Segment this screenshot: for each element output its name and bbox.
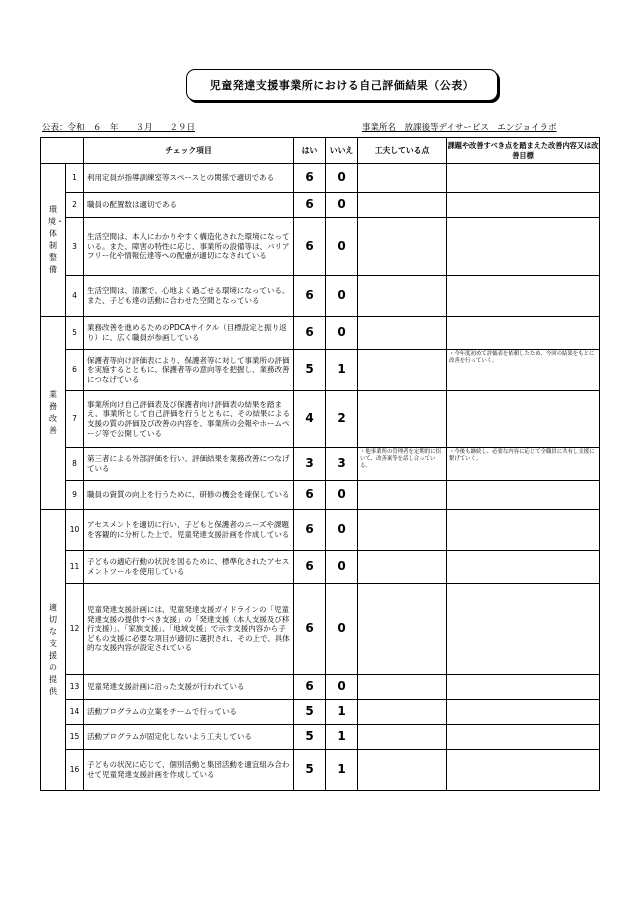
row-number: 7 [66,391,84,448]
effort-note [358,218,447,276]
check-item-text: 利用定員が指導訓練室等スペースとの関係で適切である [84,164,294,193]
no-count: 0 [326,317,358,350]
yes-count: 6 [294,218,326,276]
row-number: 14 [66,700,84,725]
row-number: 6 [66,350,84,391]
no-count: 1 [326,700,358,725]
evaluation-table [40,137,600,791]
category-label [41,164,66,317]
effort-note [358,276,447,317]
table-row [41,675,600,700]
check-item-text: 事業所向け自己評価表及び保護者向け評価表の結果を踏まえ、事業所として自己評価を行うとともに、その結果による支援の質の評価及び改善の内容を、事業所の会報やホームページ等で公開している [84,391,294,448]
effort-note [358,725,447,750]
effort-note: ・他事業所の管理者を定期的に招いて、改善案等を話し合っている。 [358,448,447,481]
header-improve: 課題や改善すべき点を踏まえた改善内容又は改善目標 [447,138,600,164]
table-row [41,481,600,510]
table-row [41,317,600,350]
no-count: 1 [326,350,358,391]
table-row [41,510,600,551]
header-effort: 工夫している点 [358,138,447,164]
yes-count: 6 [294,510,326,551]
no-count: 0 [326,193,358,218]
effort-note [358,391,447,448]
no-count: 0 [326,276,358,317]
yes-count: 6 [294,481,326,510]
improve-note: ・今年度初めて評価表を依頼したため、今回の結果をもとに改善を行っていく。 [447,350,600,391]
no-count: 0 [326,164,358,193]
no-count: 3 [326,448,358,481]
yes-count: 6 [294,193,326,218]
yes-count: 6 [294,675,326,700]
check-item-text: 子どもの状況に応じて、個別活動と集団活動を適宜組み合わせて児童発達支援計画を作成している [84,750,294,791]
check-item-text: 生活空間は、清潔で、心地よく過ごせる環境になっている。また、子ども達の活動に合わせた空間となっている [84,276,294,317]
effort-note [358,750,447,791]
table-row [41,350,600,391]
improve-note [447,317,600,350]
yes-count: 6 [294,317,326,350]
check-item-text: アセスメントを適切に行い、子どもと保護者のニーズや課題を客観的に分析した上で、児童発達支援計画を作成している [84,510,294,551]
effort-note [358,584,447,675]
improve-note [447,675,600,700]
no-count: 0 [326,481,358,510]
row-number: 1 [66,164,84,193]
effort-note [358,675,447,700]
table-row [41,276,600,317]
row-number: 8 [66,448,84,481]
yes-count: 6 [294,584,326,675]
row-number: 10 [66,510,84,551]
row-number: 3 [66,218,84,276]
improve-note [447,510,600,551]
table-row [41,584,600,675]
improve-note [447,276,600,317]
table-row [41,193,600,218]
no-count: 1 [326,725,358,750]
check-item-text: 活動プログラムが固定化しないよう工夫している [84,725,294,750]
row-number: 2 [66,193,84,218]
row-number: 5 [66,317,84,350]
no-count: 0 [326,218,358,276]
table-row [41,391,600,448]
improve-note [447,700,600,725]
table-row [41,750,600,791]
check-item-text: 児童発達支援計画には、児童発達支援ガイドラインの「児童発達支援の提供すべき支援」の「発達支援（本人支援及び移行支援）」、「家族支援」、「地域支援」で示す支援内容から子どもの支援に必要な項目が適切に選択され、その上で、具体的な支援内容が設定されている [84,584,294,675]
table-row [41,448,600,481]
row-number: 13 [66,675,84,700]
no-count: 0 [326,675,358,700]
effort-note [358,317,447,350]
yes-count: 3 [294,448,326,481]
check-item-text: 保護者等向け評価表により、保護者等に対して事業所の評価を実施するとともに、保護者等の意向等を把握し、業務改善につなげている [84,350,294,391]
effort-note [358,350,447,391]
table-row [41,700,600,725]
yes-count: 5 [294,725,326,750]
table-row [41,725,600,750]
row-number: 9 [66,481,84,510]
improve-note [447,164,600,193]
row-number: 15 [66,725,84,750]
improve-note [447,481,600,510]
check-item-text: 職員の資質の向上を行うために、研修の機会を確保している [84,481,294,510]
no-count: 0 [326,584,358,675]
table-row [41,164,600,193]
page-title: 児童発達支援事業所における自己評価結果（公表） [186,69,498,101]
check-item-text: 業務改善を進めるためのPDCAサイクル（目標設定と振り返り）に、広く職員が参画している [84,317,294,350]
table-row [41,551,600,584]
improve-note [447,193,600,218]
row-number: 16 [66,750,84,791]
row-number: 4 [66,276,84,317]
effort-note [358,193,447,218]
header-no: いいえ [326,138,358,164]
improve-note: ・今後も継続し、必要な内容に応じて全職員に共有し支援に繋げていく。 [447,448,600,481]
row-number: 12 [66,584,84,675]
effort-note [358,700,447,725]
yes-count: 6 [294,164,326,193]
category-name: 適切な支援の提供 [49,603,57,696]
facility-name: 事業所名 放課後等デイサービス エンジョイラボ [362,123,557,133]
yes-count: 5 [294,700,326,725]
row-number: 11 [66,551,84,584]
header-check-item: チェック項目 [84,138,294,164]
yes-count: 5 [294,750,326,791]
check-item-text: 児童発達支援計画に沿った支援が行われている [84,675,294,700]
yes-count: 6 [294,276,326,317]
effort-note [358,164,447,193]
improve-note [447,725,600,750]
yes-count: 6 [294,551,326,584]
yes-count: 4 [294,391,326,448]
check-item-text: 職員の配置数は適切である [84,193,294,218]
improve-note [447,750,600,791]
category-label [41,317,66,510]
improve-note [447,584,600,675]
publish-date: 公表：令和 ６ 年 ３月 ２９日 [42,123,196,133]
category-name: 環境・体制整備 [48,205,64,274]
check-item-text: 活動プログラムの立案をチームで行っている [84,700,294,725]
improve-note [447,218,600,276]
no-count: 0 [326,510,358,551]
category-name: 業務改善 [49,390,57,435]
effort-note [358,510,447,551]
header-yes: はい [294,138,326,164]
yes-count: 5 [294,350,326,391]
no-count: 2 [326,391,358,448]
table-row [41,218,600,276]
improve-note [447,391,600,448]
effort-note [358,481,447,510]
check-item-text: 生活空間は、本人にわかりやすく構造化された環境になっている。また、障害の特性に応じ、事業所の設備等は、バリアフリー化や情報伝達等への配慮が適切になされている [84,218,294,276]
improve-note [447,551,600,584]
header-blank [41,138,84,164]
no-count: 1 [326,750,358,791]
no-count: 0 [326,551,358,584]
check-item-text: 第三者による外部評価を行い、評価結果を業務改善につなげている [84,448,294,481]
effort-note [358,551,447,584]
table-header-row [41,138,600,164]
check-item-text: 子どもの適応行動の状況を図るために、標準化されたアセスメントツールを使用している [84,551,294,584]
category-label [41,510,66,791]
